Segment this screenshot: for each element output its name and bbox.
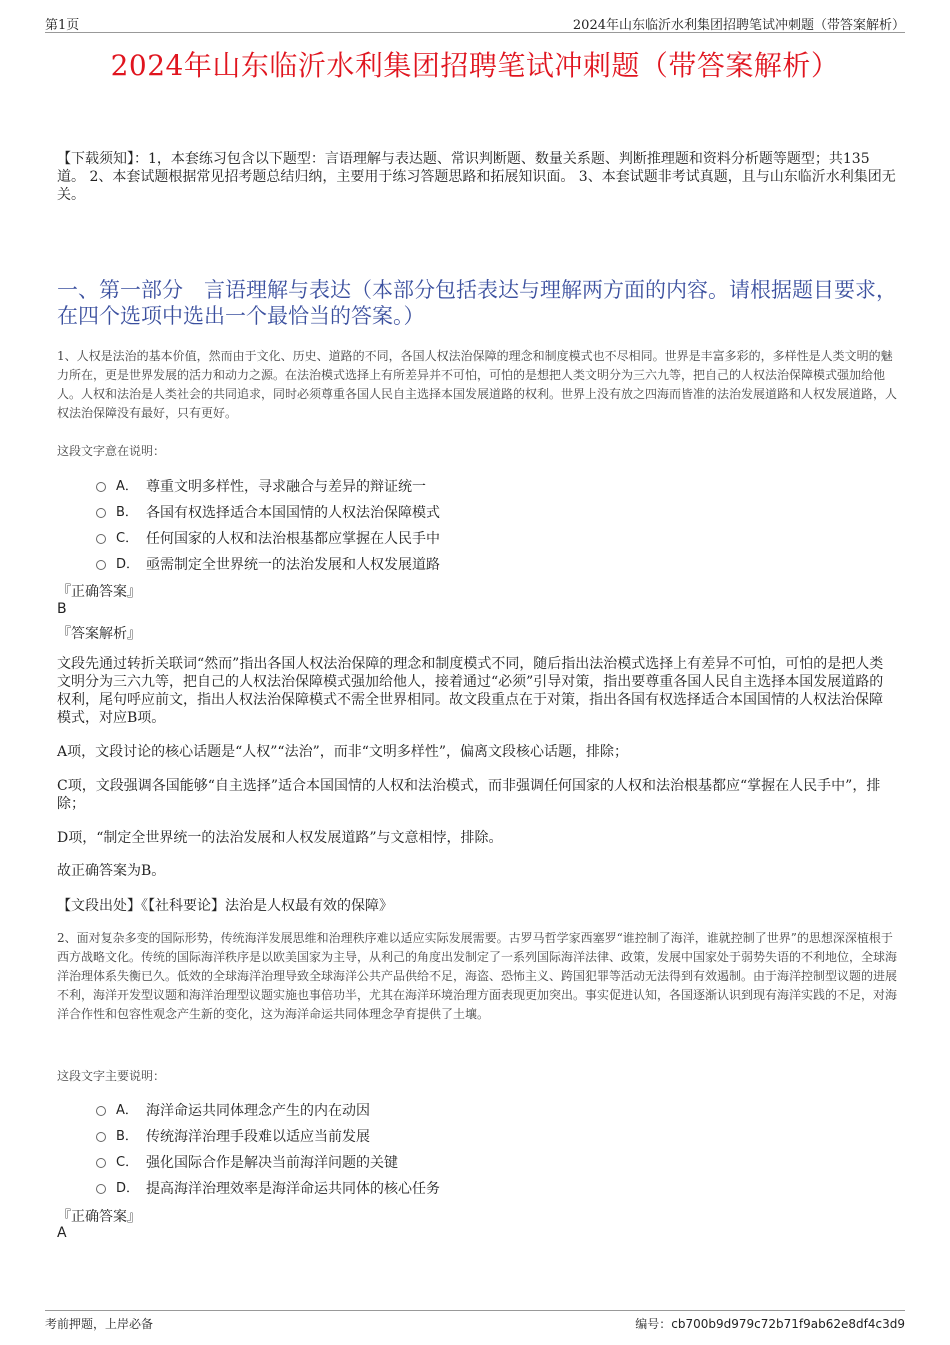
document-id-label: 编号： <box>635 1317 672 1331</box>
option-letter: B． <box>116 505 138 520</box>
option-b[interactable] <box>96 1124 796 1150</box>
header-title: 2024年山东临沂水利集团招聘笔试冲刺题（带答案解析） <box>572 18 905 33</box>
correct-answer: A <box>57 1225 67 1241</box>
option-text: 任何国家的人权和法治根基都应掌握在人民手中 <box>146 531 440 547</box>
radio-icon[interactable] <box>96 560 106 570</box>
analysis-paragraph: 文段先通过转折关联词“然而”指出各国人权法治保障的理念和制度模式不同，随后指出法治模式选择上有差异不可怕，可怕的是把人类文明分为三六九等，把自己的人权法治保障模式强加给他人，接着通过“必须”引导对策，指出要尊重各国人民自主选择本国发展道路的权利，尾句呼应前文，指出人权法治保障模式不需全世界相同。故文段重点在于对策，指出各国有权选择适合本国国情的人权法治保障模式，对应B项。 <box>57 656 884 726</box>
option-text: 传统海洋治理手段难以适应当前发展 <box>146 1129 370 1145</box>
page-header <box>45 14 905 33</box>
download-notice: 【下载须知】：1，本套练习包含以下题型：言语理解与表达题、常识判断题、数量关系题、判断推理题和资料分析题等题型；共135道。 2、本套试题根据常见招考题总结归纳，主要用于练习答题思路和拓展知识面。 3、本套试题非考试真题，且与山东临沂水利集团无关。 <box>57 151 896 203</box>
radio-icon[interactable] <box>96 534 106 544</box>
option-letter: D． <box>116 557 140 572</box>
document-id <box>635 1315 905 1332</box>
option-c[interactable] <box>96 1150 796 1176</box>
radio-icon[interactable] <box>96 508 106 518</box>
option-text: 尊重文明多样性，寻求融合与差异的辩证统一 <box>146 479 426 495</box>
option-letter: A． <box>116 479 138 494</box>
radio-icon[interactable] <box>96 1184 106 1194</box>
option-text: 各国有权选择适合本国国情的人权法治保障模式 <box>146 505 440 521</box>
option-letter: C． <box>116 1155 139 1170</box>
option-letter: A． <box>116 1103 138 1118</box>
analysis-paragraph: D项，“制定全世界统一的法治发展和人权发展道路”与文意相悖，排除。 <box>57 830 503 846</box>
analysis-paragraph: A项，文段讨论的核心话题是“人权”“法治”，而非“文明多样性”，偏离文段核心话题，排除； <box>57 744 629 760</box>
correct-answer-label: 『正确答案』 <box>57 1209 141 1225</box>
footer-slogan: 考前押题，上岸必备 <box>45 1317 154 1331</box>
radio-icon[interactable] <box>96 1132 106 1142</box>
analysis-label: 『答案解析』 <box>57 626 141 642</box>
page-footer <box>45 1310 905 1333</box>
question-1-prompt: 这段文字意在说明： <box>57 444 166 458</box>
analysis-paragraph: 故正确答案为B。 <box>57 863 166 879</box>
radio-icon[interactable] <box>96 482 106 492</box>
question-1-options <box>96 474 796 578</box>
question-2-options <box>96 1098 796 1202</box>
analysis-paragraph: C项，文段强调各国能够“自主选择”适合本国国情的人权和法治模式，而非强调任何国家的人权和法治根基都应“掌握在人民手中”，排除； <box>57 778 881 812</box>
option-letter: C． <box>116 531 139 546</box>
question-2-passage: 2、面对复杂多变的国际形势，传统海洋发展思维和治理秩序难以适应实际发展需要。古罗马哲学家西塞罗“谁控制了海洋，谁就控制了世界”的思想深深植根于西方战略文化。传统的国际海洋秩序是以欧美国家为主导，从利己的角度出发制定了一系列国际海洋法律、政策，发展中国家处于弱势失语的不利地位，全球海洋治理体系失衡已久。低效的全球海洋治理导致全球海洋公共产品供给不足，海盗、恐怖主义、跨国犯罪等活动无法得到有效遏制。由于海洋控制型议题的进展不利，海洋开发型议题和海洋治理型议题实施也事倍功半，尤其在海洋环境治理方面表现更加突出。事实促进认知，各国逐渐认识到现有海洋实践的不足，对海洋合作性和包容性观念产生新的变化，这为海洋命运共同体理念孕育提供了土壤。 <box>57 931 898 1021</box>
document-id-value: cb700b9d979c72b71f9ab62e8df4c3d9 <box>671 1317 905 1331</box>
option-text: 提高海洋治理效率是海洋命运共同体的核心任务 <box>146 1181 440 1197</box>
page-number: 第1页 <box>45 18 80 33</box>
option-letter: D． <box>116 1181 140 1196</box>
option-a[interactable] <box>96 1098 796 1124</box>
option-d[interactable] <box>96 552 796 578</box>
radio-icon[interactable] <box>96 1158 106 1168</box>
document-title: 2024年山东临沂水利集团招聘笔试冲刺题（带答案解析） <box>110 49 840 82</box>
source-citation: 【文段出处】《【社科要论】法治是人权最有效的保障》 <box>57 898 393 914</box>
section-title: 一、第一部分 言语理解与表达（本部分包括表达与理解两方面的内容。请根据题目要求，在四个选项中选出一个最恰当的答案。） <box>57 278 897 328</box>
option-text: 亟需制定全世界统一的法治发展和人权发展道路 <box>146 557 440 573</box>
correct-answer: B <box>57 601 67 617</box>
option-c[interactable] <box>96 526 796 552</box>
option-letter: B． <box>116 1129 138 1144</box>
option-b[interactable] <box>96 500 796 526</box>
option-text: 海洋命运共同体理念产生的内在动因 <box>146 1103 370 1119</box>
option-d[interactable] <box>96 1176 796 1202</box>
question-1-passage: 1、人权是法治的基本价值，然而由于文化、历史、道路的不同，各国人权法治保障的理念和制度模式也不尽相同。世界是丰富多彩的，多样性是人类文明的魅力所在，更是世界发展的活力和动力之源。在法治模式选择上有所差异并不可怕，可怕的是想把人类文明分为三六九等，把自己的人权法治保障模式强加给他人。人权和法治是人类社会的共同追求，同时必须尊重各国人民自主选择本国发展道路的权利。世界上没有放之四海而皆准的法治发展道路和人权发展道路，人权法治保障没有最好，只有更好。 <box>57 349 898 420</box>
option-a[interactable] <box>96 474 796 500</box>
correct-answer-label: 『正确答案』 <box>57 584 141 600</box>
radio-icon[interactable] <box>96 1106 106 1116</box>
option-text: 强化国际合作是解决当前海洋问题的关键 <box>146 1155 398 1171</box>
question-2-prompt: 这段文字主要说明： <box>57 1069 166 1083</box>
